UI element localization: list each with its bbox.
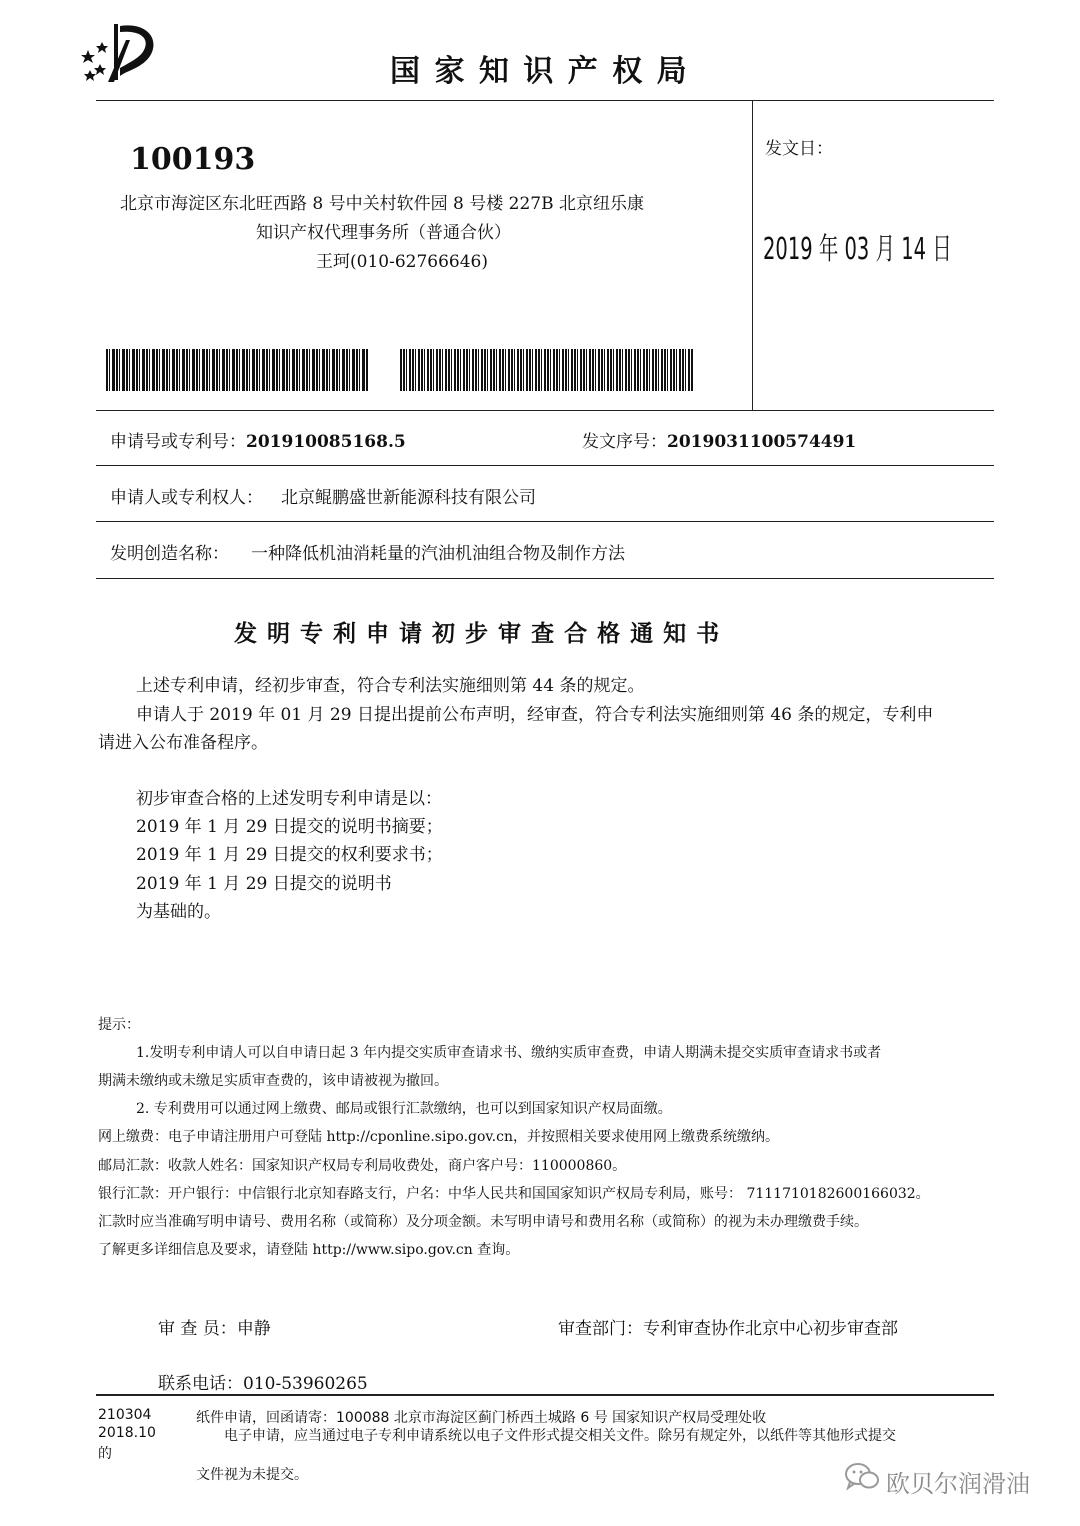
row-rule-3 [96,578,994,579]
examiner-name: 申静 [236,1319,271,1339]
tip-more-info: 了解更多详细信息及要求，请登陆 http://www.sipo.gov.cn 查询。 [98,1242,520,1258]
notice-para-2-line-1: 申请人于 2019 年 01 月 29 日提出提前公布声明，经审查，符合专利法实施细则第 46 条的规定，专利申 [136,705,934,725]
basis-end: 为基础的。 [136,902,221,922]
serial-no-row [582,427,856,452]
application-no: 201910085168.5 [246,432,406,452]
header-bottom-rule [96,410,994,411]
department-name: 专利审查协作北京中心初步审查部 [643,1319,898,1339]
serial-no: 2019031100574491 [667,432,857,452]
examiner-label: 审 查 员： [158,1319,237,1339]
notice-para-2-line-2: 请进入公布准备程序。 [98,733,268,753]
basis-intro: 初步审查合格的上述发明专利申请是以： [136,789,442,809]
tip-2: 2. 专利费用可以通过网上缴费、邮局或银行汇款缴纳，也可以到国家知识产权局面缴。 [136,1101,672,1117]
examiner-row [158,1314,271,1339]
header-vertical-rule [752,100,753,410]
barcode-right [400,349,694,391]
address-line-3: 王珂(010-62766646) [316,252,488,272]
basis-item-2: 2019 年 1 月 29 日提交的权利要求书； [136,845,443,865]
application-no-label: 申请号或专利号： [110,432,246,452]
department-row [558,1314,898,1339]
tip-remit-note: 汇款时应当准确写明申请号、费用名称（或简称）及分项金额。未写明申请号和费用名称（或简称）的视为未办理缴费手续。 [98,1214,868,1230]
form-suffix: 的 [98,1446,112,1462]
tip-post-remittance: 邮局汇款：收款人姓名：国家知识产权局专利局收费处，商户客户号：110000860。 [98,1158,627,1174]
applicant-row [110,483,536,508]
invention-name: 一种降低机油消耗量的汽油机油组合物及制作方法 [251,544,625,564]
paper-application-line: 纸件申请，回函请寄：100088 北京市海淀区蓟门桥西土城路 6 号 国家知识产权局受理处收 [196,1410,767,1426]
row-rule-2 [96,521,994,522]
dispatch-date-label: 发文日： [765,139,833,159]
applicant-label: 申请人或专利权人： [110,488,263,508]
footer-rule [96,1394,994,1396]
application-no-row [110,427,406,452]
cnipa-logo-icon [78,20,162,86]
invention-label: 发明创造名称： [110,544,229,564]
tip-1-line-2: 期满未缴纳或未缴足实质审查费的，该申请被视为撤回。 [98,1073,448,1089]
contact-phone-row [158,1369,368,1394]
serial-no-label: 发文序号： [582,432,667,452]
agency-title: 国 家 知 识 产 权 局 [390,54,689,89]
tip-1-line-1: 1.发明专利申请人可以自申请日起 3 年内提交实质审查请求书、缴纳实质审查费，申请人期满未提交实质审查请求书或者 [136,1045,882,1061]
dispatch-date: 2019 年 03 月 14 日 [763,232,952,267]
basis-item-3: 2019 年 1 月 29 日提交的说明书 [136,874,392,894]
notice-title: 发 明 专 利 申 请 初 步 审 查 合 格 通 知 书 [234,621,721,647]
watermark-text: 欧贝尔润滑油 [886,1470,1030,1498]
form-code: 210304 [98,1407,152,1423]
header-top-rule [96,100,994,101]
address-line-2: 知识产权代理事务所（普通合伙） [256,223,511,243]
invention-row [110,539,625,564]
tip-bank-remittance: 银行汇款：开户银行：中信银行北京知春路支行，户名：中华人民共和国国家知识产权局专利局，账号： 7111710182600166032。 [98,1186,930,1202]
contact-phone: 010-53960265 [243,1374,368,1394]
notice-para-1: 上述专利申请，经初步审查，符合专利法实施细则第 44 条的规定。 [136,676,645,696]
wechat-icon [844,1462,880,1492]
electronic-application-line-1: 电子申请，应当通过电子专利申请系统以电子文件形式提交相关文件。除另有规定外，以纸件等其他形式提交 [224,1428,896,1444]
contact-phone-label: 联系电话： [158,1374,243,1394]
address-line-1: 北京市海淀区东北旺西路 8 号中关村软件园 8 号楼 227B 北京纽乐康 [120,194,644,214]
postal-code: 100193 [130,142,256,177]
basis-item-1: 2019 年 1 月 29 日提交的说明书摘要； [136,817,443,837]
department-label: 审查部门： [558,1319,643,1339]
form-date: 2018.10 [98,1425,156,1441]
tips-label: 提示： [98,1017,140,1033]
applicant-name: 北京鲲鹏盛世新能源科技有限公司 [281,488,536,508]
barcode-left [106,349,368,391]
electronic-application-line-2: 文件视为未提交。 [196,1467,308,1483]
tip-online-payment: 网上缴费：电子申请注册用户可登陆 http://cponline.sipo.gov.cn，并按照相关要求使用网上缴费系统缴纳。 [98,1129,779,1145]
row-rule-1 [96,465,994,466]
